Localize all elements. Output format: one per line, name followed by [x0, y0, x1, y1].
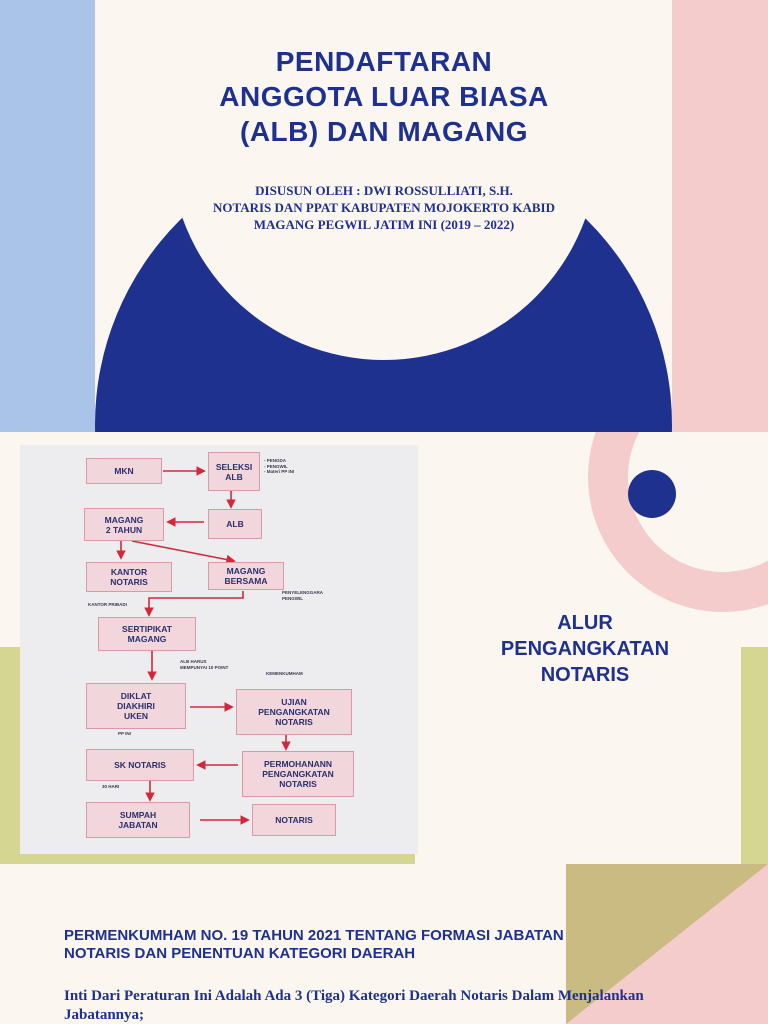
flow-heading: [470, 610, 700, 688]
note-text: MEMPUNYAI 10 POINT: [180, 664, 229, 670]
author-line: MAGANG PEGWIL JATIM INI (2019 – 2022): [253, 217, 515, 232]
flow-arrows: [20, 445, 418, 854]
flow-box-magang: [84, 508, 164, 541]
note-text: KANTOR PRIBADI: [88, 602, 127, 607]
note-text: - PENGWIL: [264, 463, 288, 469]
flow-box-seleksi-alb: [208, 452, 260, 491]
flow-box-permohonan: [242, 751, 354, 797]
flow-slide: [0, 432, 768, 864]
title-slide: [0, 0, 768, 432]
heading-line: PERMENKUMHAM NO. 19 TAHUN 2021 TENTANG FORMASI JABATAN: [64, 927, 564, 944]
note-pp-ini: [118, 731, 131, 737]
flow-box-kantor-notaris: [86, 562, 172, 592]
note-text: - Materi PP INI: [264, 469, 295, 474]
pink-band: [672, 0, 768, 432]
heading-line: PENGANGKATAN: [500, 638, 670, 660]
box-text: SK NOTARIS: [114, 760, 166, 770]
flow-box-diklat: [86, 683, 186, 729]
flow-box-alb: [208, 509, 262, 539]
author-line: DISUSUN OLEH : DWI ROSSULLIATI, S.H.: [255, 183, 513, 198]
slide-title: [170, 44, 598, 149]
box-text: MAGANG: [127, 634, 167, 644]
heading-line: NOTARIS DAN PENENTUAN KATEGORI DAERAH: [64, 945, 416, 962]
note-penyelenggara: [282, 590, 323, 601]
box-text: KANTOR: [110, 567, 148, 577]
box-text: NOTARIS: [110, 577, 148, 587]
flow-box-mkn: [86, 458, 162, 484]
box-text: JABATAN: [118, 820, 158, 830]
box-text: DIAKHIRI: [117, 701, 155, 711]
flow-box-magang-bersama: [208, 562, 284, 590]
note-seleksi: [264, 458, 294, 475]
regulation-slide: [0, 864, 768, 1024]
box-text: PENGANGKATAN: [258, 707, 330, 717]
author-line: NOTARIS DAN PPAT KABUPATEN MOJOKERTO KABID: [212, 200, 556, 215]
box-text: SUMPAH: [119, 810, 157, 820]
light-blue-band: [0, 0, 95, 432]
box-text: UKEN: [123, 711, 149, 721]
box-text: ALB: [225, 471, 243, 482]
box-text: MKN: [114, 466, 134, 476]
heading-line: NOTARIS: [540, 664, 630, 686]
arrow-magang-bersama: [132, 541, 234, 561]
regulation-heading: [64, 927, 704, 963]
note-text: PENYELENGGARA: [282, 590, 324, 595]
box-text: 2 TAHUN: [105, 524, 143, 535]
note-kemenkumham: [266, 671, 303, 677]
box-text: SERTIPIKAT: [122, 624, 172, 634]
navy-dot: [628, 470, 676, 518]
regulation-body: [64, 987, 744, 1024]
flow-box-sk-notaris: [86, 749, 194, 781]
note-text: 30 HARI: [102, 784, 120, 789]
box-text: PENGANGKATAN: [262, 769, 334, 779]
flow-box-sumpah: [86, 802, 190, 838]
heading-line: ALUR: [557, 612, 613, 634]
arrow-bersama-sertipikat: [149, 591, 243, 615]
box-text: BERSAMA: [224, 576, 268, 586]
flow-box-sertipikat: [98, 617, 196, 651]
box-text: NOTARIS: [279, 779, 317, 789]
box-text: MAGANG: [104, 514, 144, 525]
note-text: PENGWIL: [282, 595, 303, 601]
box-text: PERMOHANANN: [264, 759, 332, 769]
note-text: KEMENKUMHAM: [266, 671, 303, 676]
box-text: UJIAN: [281, 697, 307, 707]
title-line: ANGGOTA LUAR BIASA: [219, 81, 549, 112]
note-kantor-pribadi: [88, 602, 127, 608]
note-text: - PENGDA: [264, 458, 287, 463]
body-line: Jabatannya;: [64, 1007, 145, 1023]
flow-box-ujian: [236, 689, 352, 735]
title-line: (ALB) DAN MAGANG: [240, 116, 528, 147]
flow-box-notaris: [252, 804, 336, 836]
box-text: NOTARIS: [275, 717, 313, 727]
body-line: Inti Dari Peraturan Ini Adalah Ada 3 (Tiga) Kategori Daerah Notaris Dalam Menjalankan: [64, 988, 644, 1004]
box-text: DIKLAT: [120, 691, 152, 701]
flowchart-image: [20, 445, 418, 854]
box-text: ALB: [226, 519, 244, 529]
box-text: SELEKSI: [215, 461, 253, 472]
note-text: PP INI: [118, 731, 131, 736]
note-text: ALB HARUS: [180, 659, 207, 664]
note-alb-harus: [180, 659, 228, 670]
box-text: NOTARIS: [275, 815, 313, 825]
title-line: PENDAFTARAN: [275, 46, 493, 77]
author-block: [170, 182, 598, 233]
box-text: MAGANG: [226, 566, 266, 576]
note-30-hari: [102, 784, 119, 790]
